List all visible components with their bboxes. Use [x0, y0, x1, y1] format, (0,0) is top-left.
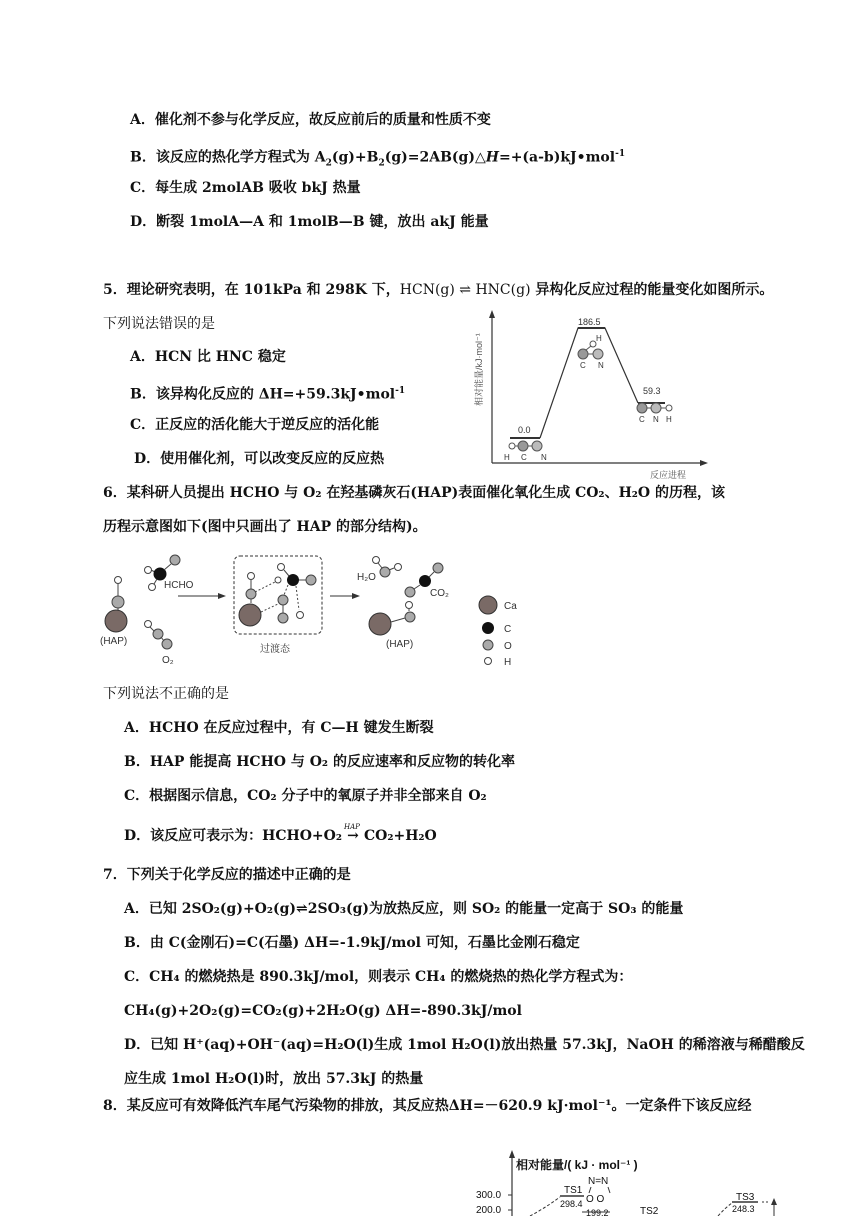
q5-option-a: A．HCN 比 HNC 稳定	[130, 349, 286, 365]
q6-mechanism-diagram	[100, 548, 530, 673]
q8-energy-chart-partial	[470, 1150, 790, 1216]
q4-option-c: C．每生成 2molAB 吸收 bkJ 热量	[130, 180, 361, 196]
q8-ts1: TS1	[564, 1185, 583, 1196]
o2-label: O₂	[162, 655, 174, 666]
energy-profile-line	[540, 328, 638, 438]
q8-199-value: 199.2	[586, 1208, 609, 1216]
q8-ts3-value: 248.3	[732, 1204, 755, 1214]
transition-state-label: 过渡态	[260, 644, 290, 655]
q7-option-c-equation: CH₄(g)+2O₂(g)=CO₂(g)+2H₂O(g) ΔH=-890.3kJ/mol	[124, 1003, 522, 1019]
q6-prompt: 下列说法不正确的是	[103, 686, 229, 702]
q7-option-a: A．已知 2SO₂(g)+O₂(g)⇌2SO₃(g)为放热反应，则 SO₂ 的能量一定高于 SO₃ 的能量	[124, 901, 684, 917]
q8-stem: 8．某反应可有效降低汽车尾气污染物的排放，其反应热ΔH=－620.9 kJ·mol⁻¹。一定条件下该反应经	[103, 1098, 752, 1114]
legend-h-icon	[485, 658, 492, 665]
q8-ts1-value: 298.4	[560, 1199, 583, 1209]
q8-y200: 200.0	[476, 1205, 502, 1216]
y-axis-label: 相对能量/kJ·mol⁻¹	[474, 333, 484, 406]
hap-label-right: (HAP)	[386, 639, 414, 650]
q6-stem-line1: 6．某科研人员提出 HCHO 与 O₂ 在羟基磷灰石(HAP)表面催化氧化生成 CO₂、H₂O 的历程，该	[103, 485, 725, 501]
q6-stem-line2: 历程示意图如下(图中只画出了 HAP 的部分结构)。	[103, 519, 427, 535]
label-peak-value: 186.5	[578, 317, 601, 327]
legend-h: H	[504, 657, 512, 668]
q6-option-d: D．该反应可表示为：HCHO+O₂ HAP → CO₂+H₂O	[124, 823, 437, 844]
q7-option-d-line2: 应生成 1mol H₂O(l)时，放出 57.3kJ 的热量	[124, 1071, 424, 1087]
legend-o-icon	[483, 640, 493, 650]
q6-option-b: B．HAP 能提高 HCHO 与 O₂ 的反应速率和反应物的转化率	[124, 754, 515, 770]
ts-atom-n: N	[598, 361, 604, 370]
y-axis-arrow	[489, 310, 495, 318]
x-axis-arrow	[700, 460, 708, 466]
hnc-atom-h: H	[666, 415, 672, 424]
q4-option-b: B．该反应的热化学方程式为 $A_2(g)+B_2(g)=2AB(g)\triangle H=+(a-b)kJ•mol^{-1}$	[130, 149, 626, 169]
q8-oo: O O	[586, 1194, 605, 1205]
hcho-label: HCHO	[164, 580, 194, 591]
q7-stem: 7．下列关于化学反应的描述中正确的是	[103, 867, 351, 883]
q6-option-a: A．HCHO 在反应过程中，有 C—H 键发生断裂	[124, 720, 434, 736]
hnc-atom-c: C	[639, 415, 645, 424]
q5-option-c: C．正反应的活化能大于逆反应的活化能	[130, 417, 380, 433]
q6-option-c: C．根据图示信息，CO₂ 分子中的氧原子并非全部来自 O₂	[124, 788, 487, 804]
hnc-molecule-icon	[637, 403, 672, 413]
q8-y300: 300.0	[476, 1190, 502, 1201]
q7-option-d-line1: D．已知 H⁺(aq)+OH⁻(aq)=H₂O(l)生成 1mol H₂O(l)放出热量 57.3kJ，NaOH 的稀溶液与稀醋酸反	[124, 1037, 805, 1053]
q4-option-a: A．催化剂不参与化学反应，故反应前后的质量和性质不变	[130, 112, 491, 128]
legend-c-icon	[482, 622, 494, 634]
q7-option-c: C．CH₄ 的燃烧热是 890.3kJ/mol，则表示 CH₄ 的燃烧热的热化学方程式为：	[124, 969, 633, 985]
hap-label-left: (HAP)	[100, 636, 128, 647]
q4-option-d: D．断裂 1molA—A 和 1molB—B 键，放出 akJ 能量	[130, 214, 489, 230]
label-hcn-value: 0.0	[518, 425, 531, 435]
legend-o: O	[504, 641, 512, 652]
q7-option-b: B．由 C(金刚石)=C(石墨) ΔH=-1.9kJ/mol 可知，石墨比金刚石稳定	[124, 935, 580, 951]
q8-ts2: TS2	[640, 1206, 659, 1216]
q8-ylabel: 相对能量/( kJ · mol⁻¹ )	[516, 1158, 638, 1172]
legend-ca-icon	[479, 596, 497, 614]
h2o-label: H₂O	[357, 572, 376, 583]
hcn-atom-n: N	[541, 453, 547, 462]
legend-c: C	[504, 624, 512, 635]
hcn-molecule-icon	[509, 441, 542, 451]
q5-stem-line2: 下列说法错误的是	[103, 316, 215, 332]
x-axis-label: 反应进程	[650, 470, 687, 480]
ts-molecule-icon	[578, 341, 603, 359]
q8-ts3: TS3	[736, 1192, 755, 1203]
ts-atom-c: C	[580, 361, 586, 370]
ts-atom-h: H	[596, 334, 602, 343]
q5-energy-chart	[470, 308, 720, 483]
co2-label: CO₂	[430, 588, 449, 599]
q5-option-d: D．使用催化剂，可以改变反应的反应热	[134, 451, 385, 467]
hnc-atom-n: N	[653, 415, 659, 424]
hcn-atom-h: H	[504, 453, 510, 462]
q5-stem-line1: 5．理论研究表明，在 101kPa 和 298K 下，HCN(g) ⇌ HNC(g) 异构化反应过程的能量变化如图所示。	[103, 282, 774, 298]
legend-ca: Ca	[504, 601, 517, 612]
hcn-atom-c: C	[521, 453, 527, 462]
label-hnc-value: 59.3	[643, 386, 661, 396]
q5-option-b: B．该异构化反应的 ΔH=+59.3kJ•mol$^{-1}$	[130, 386, 406, 403]
q8-nn: N=N	[588, 1176, 609, 1187]
ca-atom-icon	[105, 610, 127, 632]
